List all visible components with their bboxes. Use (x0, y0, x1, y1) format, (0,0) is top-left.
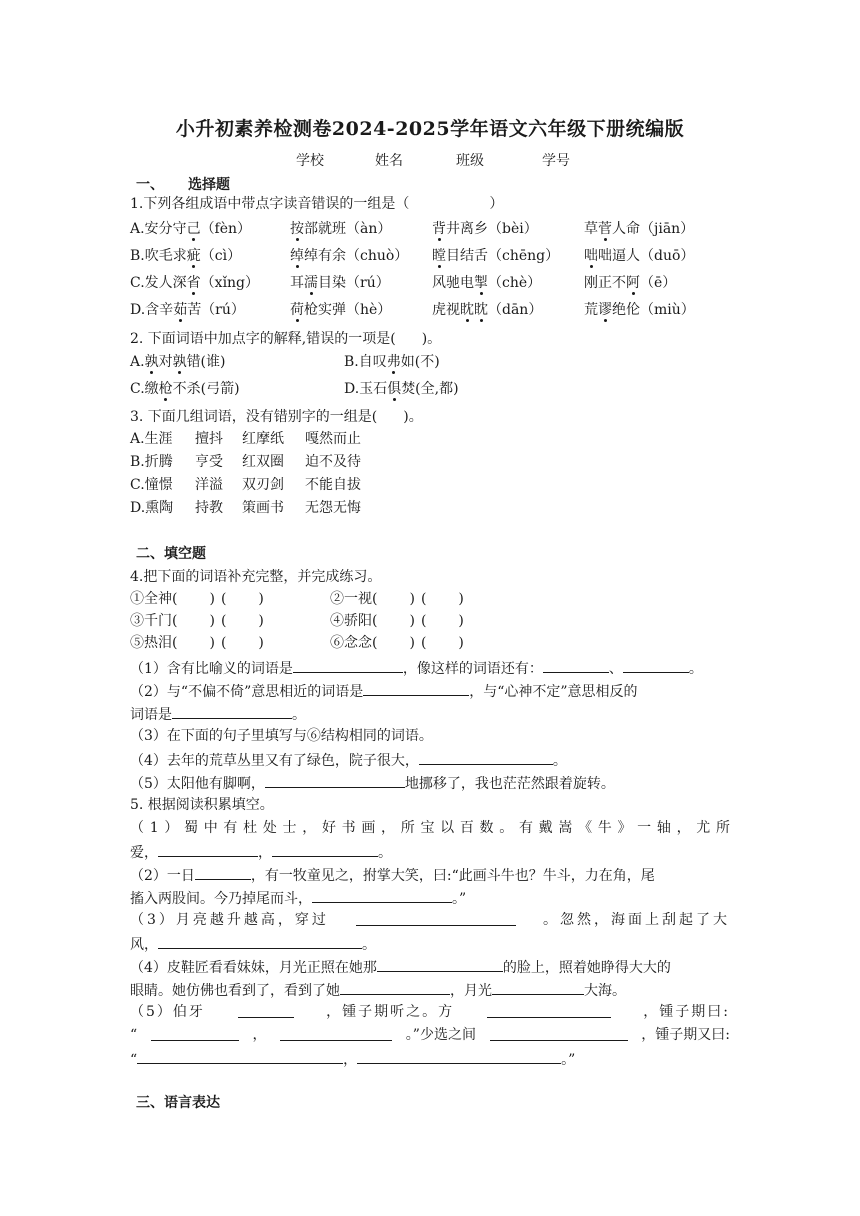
q3-option: A.生涯 (130, 431, 173, 447)
q3-option: 无怨无悔 (305, 500, 361, 516)
q1-option: 虎视眈眈（dān） (432, 302, 543, 318)
q4-word: ①全神( ) ( ) (130, 591, 264, 607)
info-name: 姓名 (375, 153, 403, 169)
q1-option: A.安分守己（fèn） (130, 221, 252, 237)
q5-passage-4-cont: 眼睛。她仿佛也看到了，看到了她 ，月光 大海。 (130, 979, 626, 1001)
q5-passage-4: （4）皮鞋匠看看妹妹，月光正照在她那 的脸上，照着她睁得大大的 (130, 956, 671, 978)
q1-option: 荷枪实弹（hè） (290, 302, 392, 318)
q3-option: 双刃剑 (242, 477, 284, 493)
q1-option: 荒谬绝伦（miù） (584, 302, 695, 318)
q3-option: 策画书 (242, 500, 284, 516)
q4-sub-3: （3）在下面的句子里填写与⑥结构相同的词语。 (130, 728, 433, 744)
q5-passage-1: （1）蜀中有杜处士，好书画，所宝以百数。有戴嵩《牛》一轴，尤所 (130, 820, 730, 836)
section-heading-2: 二、填空题 (136, 546, 206, 562)
q3-option: 持教 (195, 500, 223, 516)
question-1-stem: 1.下列各组成语中带点字读音错误的一组是（ ） (130, 196, 504, 212)
question-5-stem: 5. 根据阅读积累填空。 (130, 797, 274, 813)
q2-option-a: A.孰对孰错(谁) (130, 354, 226, 370)
q5-passage-2-cont: 搐入两股间。今乃掉尾而斗， 。” (130, 887, 466, 909)
q3-option: 红摩纸 (242, 431, 284, 447)
q5-passage-2: （2）一日 ，有一牧童见之，拊掌大笑，曰:“此画斗牛也？牛斗，力在角，尾 (130, 864, 655, 886)
q1-option: D.含辛茹苦（rú） (130, 302, 245, 318)
q4-word: ④骄阳( ) ( ) (330, 613, 464, 629)
q5-passage-5: （5）伯牙 ，锺子期听之。方 ，锺子期曰: (130, 1004, 730, 1020)
q3-option: C.憧憬 (130, 477, 173, 493)
q1-option: 风驰电掣（chè） (432, 275, 542, 291)
q4-word: ⑥念念( ) ( ) (330, 635, 464, 651)
q5-passage-5-end: “ ， 。” (130, 1048, 575, 1070)
q3-option: 嘎然而止 (305, 431, 361, 447)
info-number: 学号 (542, 153, 570, 169)
q3-option: 不能自拔 (305, 477, 361, 493)
q4-sub-4: （4）去年的荒草丛里又有了绿色，院子很大， 。 (130, 749, 567, 771)
q5-passage-3: （3）月亮越升越高，穿过 。忽然，海面上刮起了大 (130, 912, 730, 928)
q4-sub-2-cont: 词语是 。 (130, 703, 306, 725)
q3-option: 洋溢 (195, 477, 223, 493)
q3-option: D.熏陶 (130, 500, 174, 516)
q4-sub-5: （5）太阳他有脚啊， 地挪移了，我也茫茫然跟着旋转。 (130, 772, 615, 794)
q1-option: 背井离乡（bèi） (432, 221, 538, 237)
q5-passage-3-cont: 风， 。 (130, 933, 376, 955)
section-heading-3: 三、语言表达 (136, 1095, 220, 1111)
q3-option: 迫不及待 (305, 454, 361, 470)
q1-option: 耳濡目染（rú） (290, 275, 390, 291)
info-class: 班级 (456, 153, 484, 169)
q3-option: 亨受 (195, 454, 223, 470)
student-info-row (0, 150, 860, 172)
q1-option: 绰绰有余（chuò） (290, 248, 409, 264)
q2-option-c: C.缴枪不杀(弓箭) (130, 381, 240, 397)
q4-word: ②一视( ) ( ) (330, 591, 464, 607)
q1-option: 刚正不阿（ē） (584, 275, 677, 291)
q1-option: 瞠目结舌（chēng） (432, 248, 560, 264)
q2-option-b: B.自叹弗如(不) (344, 354, 440, 370)
q5-passage-1-cont: 爱， ， 。 (130, 841, 392, 863)
q1-option: B.吹毛求疵（cì） (130, 248, 242, 264)
question-4-stem: 4.把下面的词语补充完整，并完成练习。 (130, 569, 382, 585)
q4-word: ③千门( ) ( ) (130, 613, 264, 629)
q3-option: 红双圈 (242, 454, 284, 470)
section-heading-1: 一、 选择题 (136, 177, 230, 193)
q1-option: 草菅人命（jiān） (584, 221, 695, 237)
q1-option: 咄咄逼人（duō） (584, 248, 695, 264)
q1-option: C.发人深省（xǐng） (130, 275, 260, 291)
q4-sub-2: （2）与“不偏不倚”意思相近的词语是 ，与“心神不定”意思相反的 (130, 680, 638, 702)
q3-option: B.折腾 (130, 454, 173, 470)
question-2-stem: 2. 下面词语中加点字的解释,错误的一项是( )。 (130, 331, 442, 347)
page-title: 小升初素养检测卷2024-2025学年语文六年级下册统编版 (175, 118, 685, 140)
q2-option-d: D.玉石俱焚(全,都) (344, 381, 459, 397)
q5-passage-5-cont: “ ， 。”少选之间 ，锺子期又曰: (130, 1027, 730, 1043)
q1-option: 按部就班（àn） (290, 221, 392, 237)
q4-sub-1: （1）含有比喻义的词语是 ，像这样的词语还有： 、 。 (130, 657, 703, 679)
q3-option: 擅抖 (195, 431, 223, 447)
question-3-stem: 3. 下面几组词语，没有错别字的一组是( )。 (130, 409, 423, 425)
q4-word: ⑤热泪( ) ( ) (130, 635, 264, 651)
info-school: 学校 (296, 153, 324, 169)
